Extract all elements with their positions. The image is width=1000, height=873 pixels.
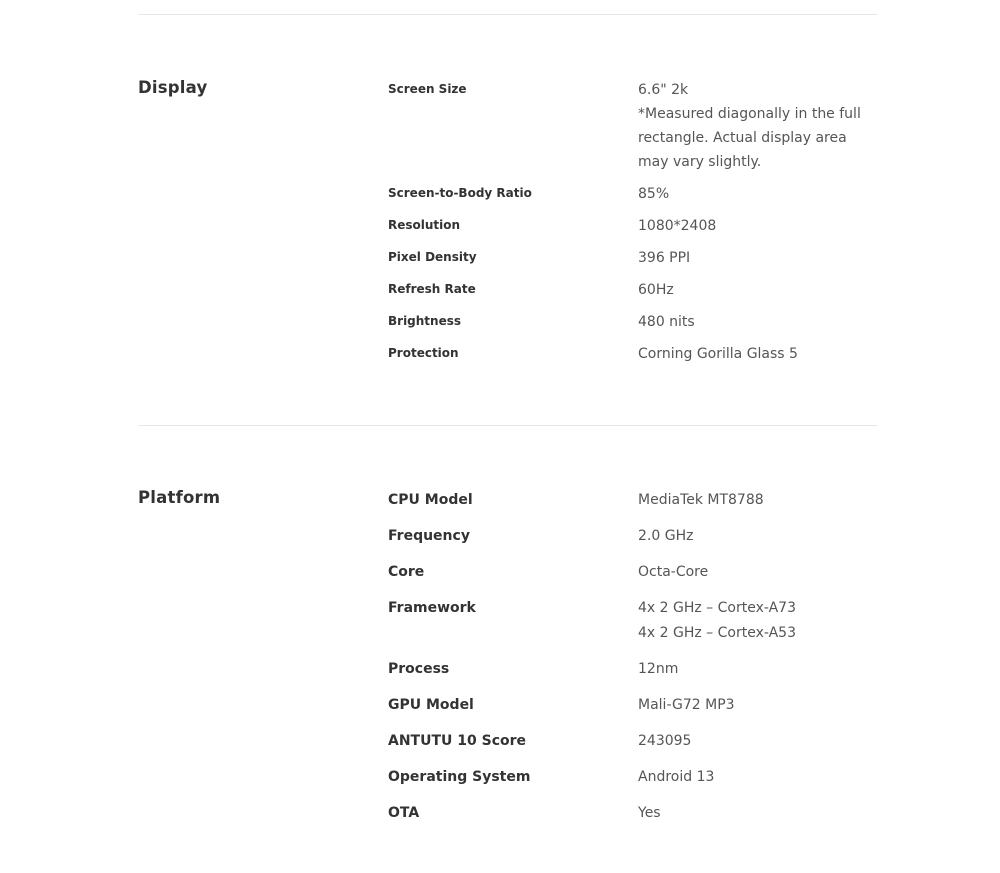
- spec-value-line: 4x 2 GHz – Cortex-A73: [638, 600, 796, 616]
- spec-value-line: 396 PPI: [638, 250, 691, 266]
- spec-label: Frequency: [388, 528, 470, 544]
- spec-row-protection: [388, 342, 877, 366]
- spec-value-line: MediaTek MT8788: [638, 492, 764, 508]
- spec-row-frequency: [388, 524, 877, 549]
- spec-value-line: 60Hz: [638, 282, 674, 298]
- spec-label: Pixel Density: [388, 250, 477, 264]
- spec-value: [638, 657, 877, 682]
- spec-value-line: *Measured diagonally in the full: [638, 106, 861, 122]
- spec-row-screen-to-body-ratio: [388, 182, 877, 206]
- spec-value-line: Octa-Core: [638, 564, 709, 580]
- spec-row-cpu-model: [388, 488, 877, 513]
- spec-value-line: 1080*2408: [638, 218, 717, 234]
- spec-label: Protection: [388, 346, 459, 360]
- spec-value-line: 12nm: [638, 660, 679, 677]
- spec-row-brightness: [388, 310, 877, 334]
- spec-row-framework: [388, 596, 877, 645]
- platform-spec-list: [388, 488, 877, 837]
- spec-row-screen-size: [388, 78, 877, 174]
- section-divider: [138, 425, 877, 426]
- spec-value: [638, 524, 877, 549]
- spec-value: [638, 693, 877, 718]
- spec-row-pixel-density: [388, 246, 877, 270]
- spec-label: Screen-to-Body Ratio: [388, 186, 532, 200]
- spec-value: [638, 342, 877, 366]
- spec-label: Framework: [388, 600, 476, 616]
- display-section-title: Display: [138, 78, 208, 97]
- spec-label: GPU Model: [388, 696, 474, 713]
- spec-row-core: [388, 560, 877, 585]
- top-divider: [138, 14, 877, 15]
- spec-row-ota: [388, 801, 877, 826]
- spec-value: [638, 246, 877, 270]
- display-spec-list: [388, 78, 877, 374]
- spec-value: [638, 729, 877, 754]
- spec-value-line: 85%: [638, 186, 670, 202]
- spec-label: Core: [388, 564, 425, 580]
- spec-value-line: may vary slightly.: [638, 154, 762, 170]
- spec-value-line: 2.0 GHz: [638, 528, 694, 544]
- spec-value: [638, 596, 877, 645]
- spec-value: [638, 182, 877, 206]
- spec-label: Screen Size: [388, 82, 467, 96]
- spec-row-antutu-score: [388, 729, 877, 754]
- spec-value: [638, 488, 877, 513]
- spec-value: [638, 78, 877, 174]
- spec-value: [638, 801, 877, 826]
- spec-value-line: 480 nits: [638, 314, 695, 330]
- platform-section-title: Platform: [138, 488, 221, 507]
- spec-label: Brightness: [388, 314, 462, 328]
- spec-label: Process: [388, 660, 450, 677]
- spec-value-line: Corning Gorilla Glass 5: [638, 346, 798, 362]
- spec-value-line: 6.6" 2k: [638, 82, 689, 98]
- spec-row-resolution: [388, 214, 877, 238]
- spec-label: CPU Model: [388, 492, 473, 508]
- spec-label: ANTUTU 10 Score: [388, 732, 527, 749]
- spec-value-line: Mali-G72 MP3: [638, 696, 735, 713]
- spec-value: [638, 560, 877, 585]
- spec-value: [638, 214, 877, 238]
- spec-value-line: rectangle. Actual display area: [638, 130, 847, 146]
- spec-value: [638, 765, 877, 790]
- spec-label: Operating System: [388, 768, 531, 785]
- spec-value: [638, 278, 877, 302]
- spec-label: Refresh Rate: [388, 282, 476, 296]
- spec-value-line: Android 13: [638, 768, 715, 785]
- spec-value: [638, 310, 877, 334]
- spec-value-line: 4x 2 GHz – Cortex-A53: [638, 624, 796, 641]
- spec-row-gpu-model: [388, 693, 877, 718]
- spec-value-line: 243095: [638, 732, 692, 749]
- spec-row-process: [388, 657, 877, 682]
- spec-row-operating-system: [388, 765, 877, 790]
- spec-label: Resolution: [388, 218, 461, 232]
- spec-label: OTA: [388, 804, 420, 821]
- spec-value-line: Yes: [638, 804, 661, 821]
- spec-row-refresh-rate: [388, 278, 877, 302]
